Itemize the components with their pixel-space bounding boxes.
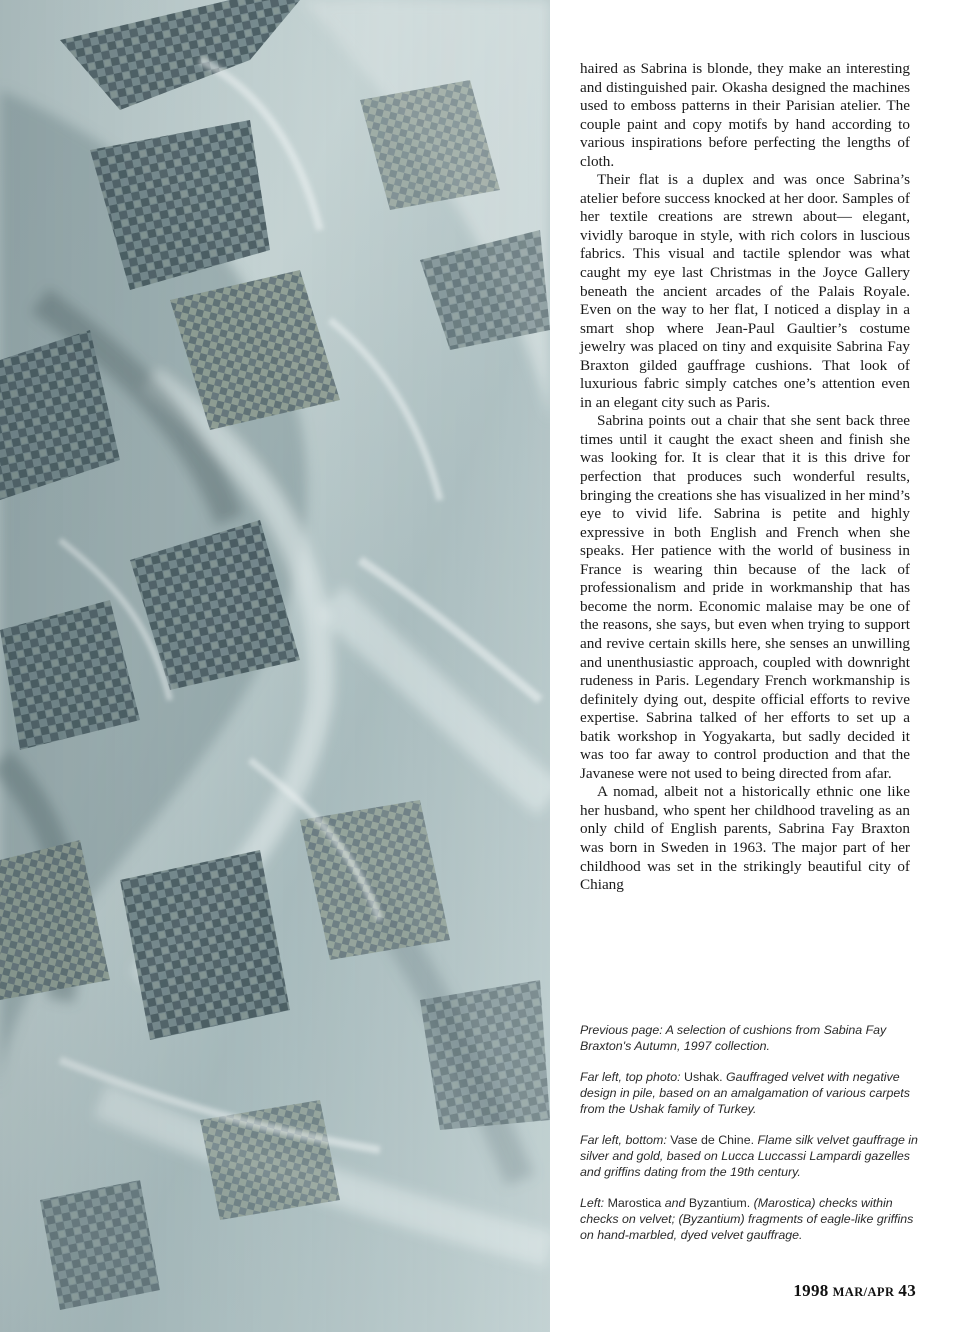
issue-year: 1998: [793, 1281, 829, 1300]
caption-lead: Far left, bottom:: [580, 1133, 671, 1147]
article-paragraph: A nomad, albeit not a historically ethnic one like her husband, who spent her childhood traveling as an only child of English parents, Sabrina Fay Braxton was born in Sweden in 1963. The major part of her childhood was set in the strikingly beautiful city of Chiang: [580, 783, 910, 894]
caption-far-left-top: [580, 1069, 920, 1117]
caption-previous-page: [580, 1022, 920, 1054]
article-paragraph: haired as Sabrina is blonde, they make an interesting and distinguished pair. Okasha designed the machines used to emboss patterns in their Parisian atelier. The couple paint and copy motifs by hand according to various inspirations before perfecting the lengths of cloth.: [580, 60, 910, 170]
caption-text: Gauffraged velvet with negative design in pile, based on an amalgamation of various carpets from the Ushak family of Turkey.: [580, 1070, 910, 1116]
photo-captions: [580, 1022, 920, 1258]
article-paragraph: Sabrina points out a chair that she sent back three times until it caught the exact sheen and finish she was looking for. It is clear that it is this drive for perfection that produces such wonderful results, bringing the creations she has visualized in her mind’s eye to vivid life. Sabrina is petite and highly expressive in both English and French when she speaks. Her patience with the world of business in France is wearing thin because of the lack of professionalism and pride in workmanship that has become the norm. Economic malaise may be one of the reasons, she says, but even when trying to support and revive certain skills here, she senses an unwilling and unenthusiastic approach, coupled with downright rudeness in Paris. Legendary French workmanship is definitely dying out, despite official efforts to revive expertise. Sabrina talked of her efforts to set up a batik workshop in Yogyakarta, but sadly decided it was too far away to control production and that the Javanese were not used to being directed from afar.: [580, 412, 910, 782]
caption-design-name: Vase de Chine.: [670, 1133, 755, 1147]
caption-design-name: Byzantium.: [688, 1196, 751, 1210]
caption-design-name: Marostica: [607, 1196, 662, 1210]
issue-month: MAR/APR: [832, 1285, 895, 1299]
caption-text: Previous page: A selection of cushions from Sabina Fay Braxton's Autumn, 1997 collection.: [580, 1023, 887, 1053]
caption-design-name: Ushak.: [684, 1070, 723, 1084]
caption-far-left-bottom: [580, 1132, 920, 1180]
page-folio: [793, 1281, 916, 1301]
article-body: [580, 60, 910, 895]
article-paragraph: Their flat is a duplex and was once Sabrina’s atelier before success knocked at her door. Samples of her textile creations are strewn about— elegant, vividly baroque in style, with rich colors in luscious fabrics. This visual and tactile splendor was what caught my eye last Christmas in the Joyce Gallery beneath the ancient arcades of the Palais Royale. Even on the way to her flat, I noticed a display in a smart shop where Jean-Paul Gaultier’s costume jewelry was placed on tiny and exquisite Sabrina Fay Braxton gilded gauffrage cushions. That look of luxurious fabric simply catches one’s attention even in an elegant city such as Paris.: [580, 171, 910, 411]
page-number: 43: [898, 1281, 916, 1300]
caption-lead: Left:: [580, 1196, 608, 1210]
caption-text: Flame silk velvet gauffrage in silver and gold, based on Lucca Luccassi Lampardi gazelles and griffins dating from the 19th century.: [580, 1133, 918, 1179]
caption-text: (Marostica) checks within checks on velvet; (Byzantium) fragments of eagle-like griffins on hand-marbled, dyed velvet gauffrage.: [580, 1196, 914, 1242]
caption-left: [580, 1195, 920, 1243]
caption-lead: Far left, top photo:: [580, 1070, 685, 1084]
caption-conjunction: and: [661, 1196, 689, 1210]
